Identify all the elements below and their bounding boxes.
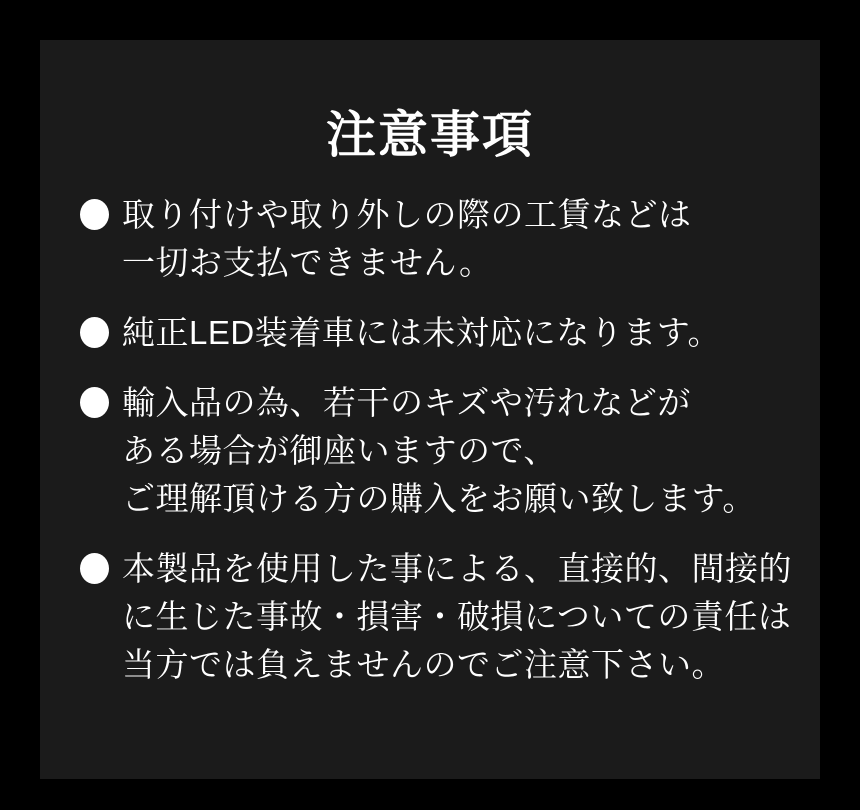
- note-line: 本製品を使用した事による、直接的、間接的: [122, 550, 792, 587]
- notice-list: [80, 191, 792, 689]
- bullet-icon: [80, 553, 109, 584]
- bullet-icon: [80, 387, 109, 418]
- note-line: 取り付けや取り外しの際の工賃などは: [122, 196, 692, 233]
- list-item: [80, 379, 792, 523]
- note-line: 輸入品の為、若干のキズや汚れなどが: [122, 384, 691, 421]
- notice-title: 注意事項: [326, 107, 534, 163]
- note-line: に生じた事故・損害・破損についての責任は: [122, 598, 792, 635]
- list-item: [80, 309, 792, 357]
- list-item: [80, 545, 792, 689]
- note-text: [122, 545, 792, 689]
- bullet-icon: [80, 199, 109, 230]
- note-text: [122, 191, 692, 287]
- note-line: 一切お支払できません。: [122, 244, 493, 281]
- note-text: [122, 379, 756, 523]
- list-item: [80, 191, 792, 287]
- notice-panel: [40, 40, 820, 779]
- note-text: [122, 309, 721, 357]
- note-line: ご理解頂ける方の購入をお願い致します。: [122, 480, 756, 517]
- note-line: 純正LED装着車には未対応になります。: [122, 314, 722, 351]
- note-line: ある場合が御座いますので、: [122, 432, 557, 469]
- bullet-icon: [80, 317, 109, 348]
- note-line: 当方では負えませんのでご注意下さい。: [122, 646, 725, 683]
